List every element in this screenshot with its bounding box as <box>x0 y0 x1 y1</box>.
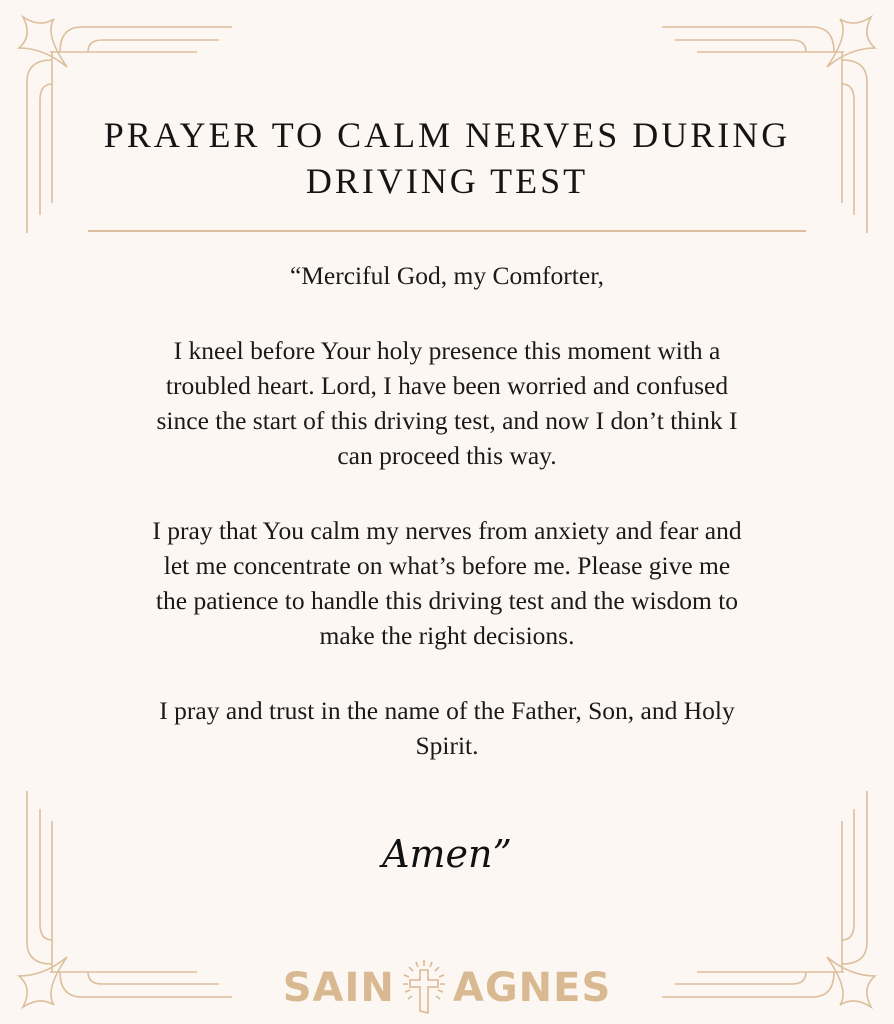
prayer-paragraph <box>0 513 894 653</box>
prayer-closing: Amen” <box>382 832 512 876</box>
logo-text-right: AGNES <box>452 965 612 1011</box>
cross-icon <box>399 958 449 1018</box>
prayer-line: I kneel before Your holy presence this moment with a <box>173 336 721 365</box>
page-title <box>0 112 894 204</box>
prayer-line: the patience to handle this driving test and the wisdom to <box>155 586 739 615</box>
prayer-line: troubled heart. Lord, I have been worried and confused <box>165 371 729 400</box>
prayer-paragraph <box>0 333 894 473</box>
prayer-paragraph <box>0 693 894 763</box>
title-divider <box>88 230 806 232</box>
prayer-line: I pray and trust in the name of the Father, Son, and Holy <box>159 696 735 725</box>
prayer-line: Spirit. <box>415 731 479 760</box>
prayer-body <box>0 258 894 763</box>
prayer-line: can proceed this way. <box>337 441 557 470</box>
logo-text-left: SAIN <box>282 965 395 1011</box>
prayer-line: make the right decisions. <box>319 621 575 650</box>
title-line: PRAYER TO CALM NERVES DURING <box>103 115 791 155</box>
prayer-paragraph <box>0 258 894 293</box>
prayer-line: “Merciful God, my Comforter, <box>289 261 605 290</box>
prayer-line: let me concentrate on what’s before me. Please give me <box>163 551 731 580</box>
title-line: DRIVING TEST <box>305 161 589 201</box>
prayer-line: since the start of this driving test, and now I don’t think I <box>156 406 738 435</box>
saint-agnes-logo <box>0 958 894 1018</box>
prayer-line: I pray that You calm my nerves from anxiety and fear and <box>152 516 742 545</box>
